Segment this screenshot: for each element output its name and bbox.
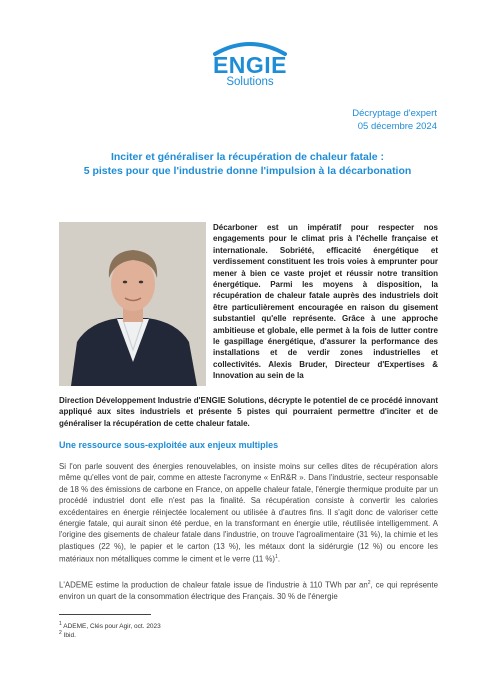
section-heading: Une ressource sous-exploitée aux enjeux multiples bbox=[59, 440, 279, 450]
logo-subtitle: Solutions bbox=[226, 76, 274, 88]
engie-logo bbox=[190, 40, 310, 95]
footnote-ref-2[interactable]: 2 bbox=[367, 580, 371, 586]
footnote-2 bbox=[59, 629, 76, 640]
document-type-label: Décryptage d'expert bbox=[352, 108, 437, 119]
footnote-divider bbox=[59, 614, 151, 615]
footnote-ref-1[interactable]: 1 bbox=[275, 554, 278, 561]
body-paragraph-1-text: Si l'on parle souvent des énergies renouvelables, on insiste moins sur celles dites de récupération alors même qu'elles vont de pair, comme en atteste l'acronyme « EnR&R ». Dans l'industrie, secteur responsable de 18 % des émissions de carbone en France, on appelle chaleur fatale, l'énergie thermique produite par un procédé industriel dont elle n'est pas la finalité. Sa récupération consiste à convertir les calories excédentaires en énergie réinjectée localement ou utilisée à d'autres fins. Il s'agit donc de valoriser cette énergie fatale, qui aurait sinon été perdue, en la transformant en énergie utile, réutilisée intelligemment. A l'origine des gisements de chaleur fatale dans l'industrie, on trouve l'agroalimentaire (31 %), la chimie et les plastiques (22 %), le papier et le carton (13 %), les métaux dont la sidérurgie (12 %) ou encore les matériaux non métalliques comme le ciment et le verre (11 %) bbox=[59, 462, 438, 564]
intro-paragraph: Décarboner est un impératif pour respecter nos engagements pour le climat pris à l'échelle française et internationale. Sobriété, efficacité énergétique et verdissement constituent les trois voies à emprunter pour mener à bien ce vaste projet et réussir notre transition énergétique. Parmi les moyens à disposition, la récupération de chaleur fatale auprès des industriels doit être particulièrement encouragée en raison du gisement substantiel qu'elle représente. Grâce à une approche ambitieuse et globale, elle permet à la fois de lutter contre le gaspillage énergétique, d'assurer la performance des installations et de verdir zones industrielles et collectivités. Alexis Bruder, Directeur d'Expertises & Innovation au sein de la bbox=[213, 223, 438, 381]
page-title bbox=[40, 150, 455, 178]
logo-wordmark: ENGIE bbox=[212, 52, 288, 78]
title-line-2: 5 pistes pour que l'industrie donne l'impulsion à la décarbonation bbox=[83, 165, 412, 177]
body-paragraph-2-text-b: , ce qui représente environ un quart de la consommation électrique des Français. 30 % de l'énergie bbox=[59, 580, 439, 602]
footnote-1-number: 1 bbox=[59, 621, 62, 627]
footnote-2-number: 2 bbox=[59, 630, 62, 636]
title-line-1: Inciter et généraliser la récupération de chaleur fatale : bbox=[110, 151, 385, 163]
body-paragraph-2 bbox=[59, 578, 438, 602]
intro-paragraph-continued: Direction Développement Industrie d'ENGIE Solutions, décrypte le potentiel de ce procédé innovant appliqué aux sites industriels et présente 5 pistes qui pourraient permettre d'inciter et de généraliser la récupération de cette chaleur fatale. bbox=[59, 396, 438, 428]
footnote-2-text: Ibid. bbox=[63, 632, 76, 640]
body-paragraph-2-text-a: L'ADEME estime la production de chaleur fatale issue de l'industrie à 110 TWh par an bbox=[59, 580, 368, 590]
footnote-1-text: ADEME, Clés pour Agir, oct. 2023 bbox=[63, 623, 161, 631]
document-date: 05 décembre 2024 bbox=[357, 121, 437, 132]
document-meta bbox=[352, 107, 437, 133]
author-photo bbox=[59, 222, 206, 386]
body-paragraph-1: Si l'on parle souvent des énergies renouvelables, on insiste moins sur celles dites de récupération alors même qu'elles vont de pair, comme en atteste l'acronyme « EnR&R ». Dans l'industrie, secteur responsable de 18 % des émissions de carbone en France, on appelle chaleur fatale, l'énergie thermique produite par un procédé industriel dont elle n'est pas la finalité. Sa récupération consiste à convertir les calories excédentaires en énergie réinjectée localement ou utilisée à d'autres fins. Il s'agit donc de valoriser cette énergie fatale, qui aurait sinon été perdue, en la transformant en énergie utile, réutilisée intelligemment. A l'origine des gisements de chaleur fatale dans l'industrie, on trouve l'agroalimentaire (31 %), la chimie et les plastiques (22 %), le papier et le carton (13 %), les métaux dont la sidérurgie (12 %) ou encore les matériaux non métalliques comme le ciment et le verre (11 %)$^1$. bbox=[59, 462, 438, 564]
